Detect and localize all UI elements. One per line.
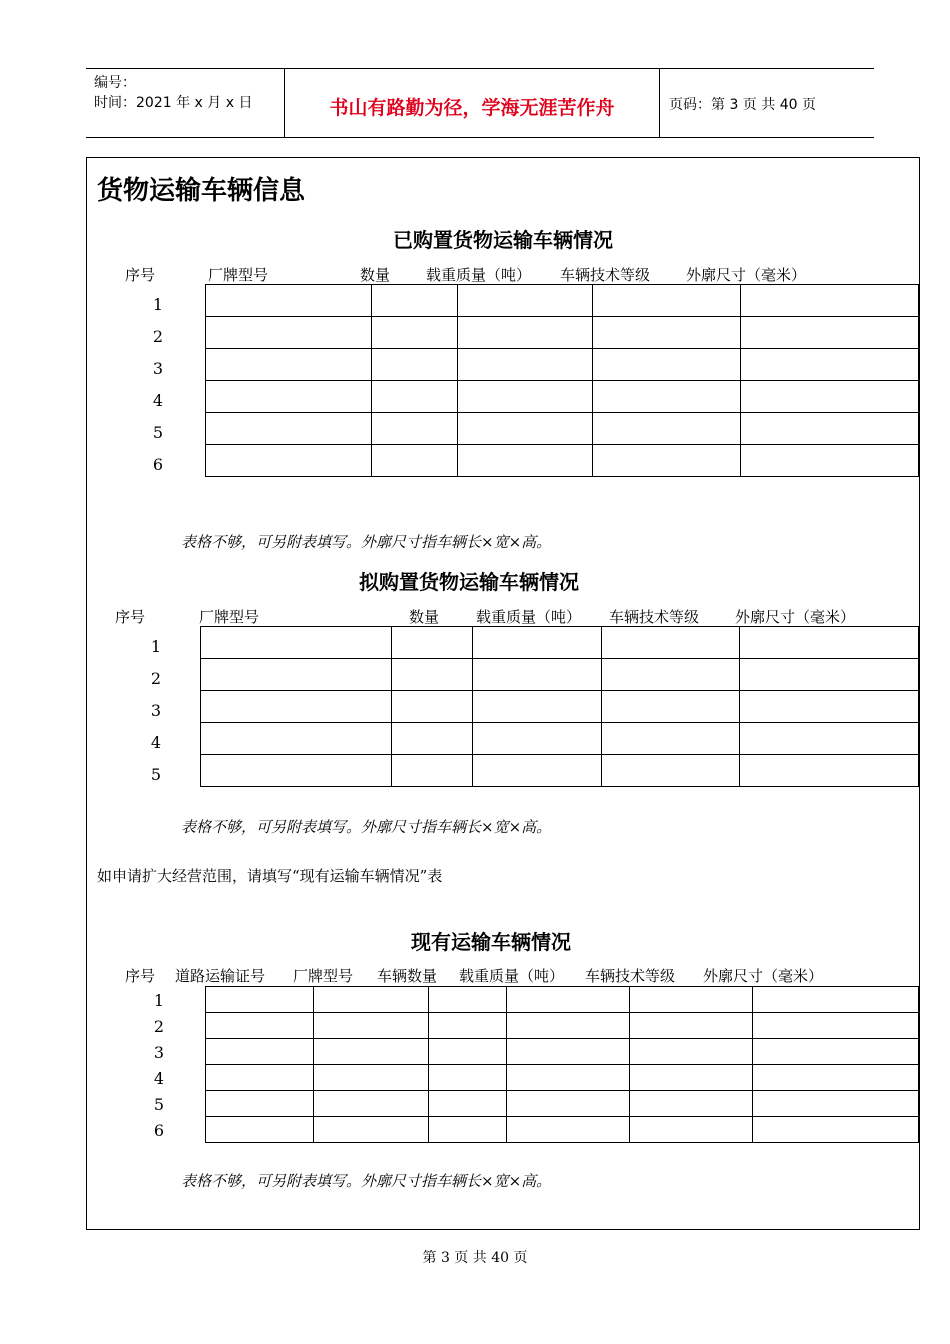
table-row <box>206 1013 919 1039</box>
cell-load[interactable] <box>506 1117 630 1143</box>
document-header <box>86 68 874 138</box>
section-title-planned: 拟购置货物运输车辆情况 <box>359 570 579 594</box>
row-number: 4 <box>153 1069 165 1088</box>
cell-quantity[interactable] <box>371 445 457 477</box>
cell-model[interactable] <box>206 445 372 477</box>
cell-load[interactable] <box>506 1065 630 1091</box>
cell-dimensions[interactable] <box>741 413 919 445</box>
cell-transport-cert[interactable] <box>206 1039 314 1065</box>
col-header-load: 载重质量（吨） <box>459 967 565 985</box>
cell-quantity[interactable] <box>371 349 457 381</box>
header-meta <box>86 69 284 137</box>
col-header-seq: 序号 <box>115 608 146 626</box>
table-row <box>206 1091 919 1117</box>
page-footer: 第 3 页 共 40 页 <box>422 1250 528 1266</box>
cell-vehicle-count[interactable] <box>428 1065 506 1091</box>
cell-dimensions[interactable] <box>753 1091 919 1117</box>
section-title-existing: 现有运输车辆情况 <box>411 930 571 954</box>
cell-dimensions[interactable] <box>753 1065 919 1091</box>
cell-dimensions[interactable] <box>740 723 919 755</box>
row-number: 5 <box>152 423 164 442</box>
cell-tech-grade[interactable] <box>602 755 740 787</box>
cell-dimensions[interactable] <box>740 659 919 691</box>
col-header-load: 载重质量（吨） <box>426 266 532 284</box>
row-number: 2 <box>150 669 162 688</box>
col-header-tech-grade: 车辆技术等级 <box>585 967 676 985</box>
col-header-model: 厂牌型号 <box>293 967 354 985</box>
purchased-vehicles-table <box>205 284 919 477</box>
cell-model[interactable] <box>206 413 372 445</box>
cell-quantity[interactable] <box>371 285 457 317</box>
cell-dimensions[interactable] <box>741 317 919 349</box>
row-number: 5 <box>150 765 162 784</box>
motto: 书山有路勤为径，学海无涯苦作舟 <box>329 97 615 119</box>
col-header-dimensions: 外廓尺寸（毫米） <box>735 608 856 626</box>
time-label: 时间：2021 年 x 月 x 日 <box>94 95 253 111</box>
table-row <box>201 691 919 723</box>
cell-vehicle-count[interactable] <box>428 1117 506 1143</box>
cell-model[interactable] <box>313 987 428 1013</box>
cell-quantity[interactable] <box>391 755 472 787</box>
row-number: 3 <box>152 359 164 378</box>
table-row <box>206 349 919 381</box>
col-header-tech-grade: 车辆技术等级 <box>560 266 651 284</box>
table-row <box>206 285 919 317</box>
cell-vehicle-count[interactable] <box>428 1039 506 1065</box>
cell-dimensions[interactable] <box>753 987 919 1013</box>
table-row <box>206 445 919 477</box>
cell-quantity[interactable] <box>391 691 472 723</box>
cell-quantity[interactable] <box>391 627 472 659</box>
page-title: 货物运输车辆信息 <box>97 176 306 206</box>
table-row <box>206 1039 919 1065</box>
form-frame <box>86 157 920 1230</box>
cell-transport-cert[interactable] <box>206 1091 314 1117</box>
cell-transport-cert[interactable] <box>206 1117 314 1143</box>
col-header-vehicle-count: 车辆数量 <box>377 967 438 985</box>
cell-transport-cert[interactable] <box>206 987 314 1013</box>
cell-dimensions[interactable] <box>741 445 919 477</box>
col-header-dimensions: 外廓尺寸（毫米） <box>686 266 807 284</box>
table-row <box>206 1117 919 1143</box>
cell-dimensions[interactable] <box>740 691 919 723</box>
existing-vehicles-table <box>205 986 919 1143</box>
row-number: 1 <box>150 637 162 656</box>
cell-dimensions[interactable] <box>740 627 919 659</box>
row-number: 1 <box>152 295 164 314</box>
cell-dimensions[interactable] <box>753 1117 919 1143</box>
cell-dimensions[interactable] <box>741 349 919 381</box>
cell-model[interactable] <box>313 1065 428 1091</box>
cell-quantity[interactable] <box>371 381 457 413</box>
col-header-quantity: 数量 <box>409 608 440 626</box>
cell-transport-cert[interactable] <box>206 1013 314 1039</box>
cell-model[interactable] <box>201 627 392 659</box>
cell-tech-grade[interactable] <box>602 723 740 755</box>
cell-tech-grade[interactable] <box>630 1091 753 1117</box>
cell-model[interactable] <box>206 285 372 317</box>
number-label: 编号： <box>94 75 136 91</box>
row-number: 5 <box>153 1095 165 1114</box>
row-number: 6 <box>152 455 164 474</box>
cell-load[interactable] <box>472 723 602 755</box>
row-number: 2 <box>153 1017 165 1036</box>
cell-dimensions[interactable] <box>741 285 919 317</box>
cell-tech-grade[interactable] <box>630 1039 753 1065</box>
cell-model[interactable] <box>201 659 392 691</box>
cell-tech-grade[interactable] <box>630 1013 753 1039</box>
cell-model[interactable] <box>201 723 392 755</box>
table-row <box>206 317 919 349</box>
cell-tech-grade[interactable] <box>593 317 741 349</box>
expand-scope-note: 如申请扩大经营范围，请填写“现有运输车辆情况”表 <box>97 867 443 885</box>
col-header-transport-cert: 道路运输证号 <box>175 967 266 985</box>
cell-tech-grade[interactable] <box>602 659 740 691</box>
row-number: 2 <box>152 327 164 346</box>
cell-tech-grade[interactable] <box>593 285 741 317</box>
cell-load[interactable] <box>506 1013 630 1039</box>
table-row <box>206 413 919 445</box>
table-row <box>201 627 919 659</box>
table-row <box>206 381 919 413</box>
col-header-model: 厂牌型号 <box>208 266 269 284</box>
cell-load[interactable] <box>472 627 602 659</box>
cell-dimensions[interactable] <box>753 1039 919 1065</box>
table-note: 表格不够，可另附表填写。外廓尺寸指车辆长×宽×高。 <box>181 1172 552 1190</box>
cell-tech-grade[interactable] <box>593 413 741 445</box>
row-number: 6 <box>153 1121 165 1140</box>
page-label: 页码：第 3 页 共 40 页 <box>669 97 816 113</box>
cell-tech-grade[interactable] <box>630 1117 753 1143</box>
cell-model[interactable] <box>206 381 372 413</box>
cell-load[interactable] <box>506 987 630 1013</box>
cell-tech-grade[interactable] <box>593 349 741 381</box>
cell-load[interactable] <box>457 413 593 445</box>
table-note: 表格不够，可另附表填写。外廓尺寸指车辆长×宽×高。 <box>181 533 552 551</box>
col-header-seq: 序号 <box>125 266 156 284</box>
cell-model[interactable] <box>206 317 372 349</box>
cell-tech-grade[interactable] <box>602 691 740 723</box>
cell-model[interactable] <box>313 1039 428 1065</box>
cell-tech-grade[interactable] <box>630 1065 753 1091</box>
col-header-model: 厂牌型号 <box>199 608 260 626</box>
cell-load[interactable] <box>472 659 602 691</box>
cell-load[interactable] <box>457 285 593 317</box>
col-header-load: 载重质量（吨） <box>476 608 582 626</box>
cell-tech-grade[interactable] <box>630 987 753 1013</box>
cell-dimensions[interactable] <box>741 381 919 413</box>
cell-quantity[interactable] <box>371 317 457 349</box>
row-number: 1 <box>153 991 165 1010</box>
planned-vehicles-table <box>200 626 919 787</box>
cell-tech-grade[interactable] <box>593 445 741 477</box>
cell-dimensions[interactable] <box>753 1013 919 1039</box>
row-number: 4 <box>152 391 164 410</box>
header-page-cell <box>659 69 874 137</box>
cell-load[interactable] <box>506 1039 630 1065</box>
cell-vehicle-count[interactable] <box>428 987 506 1013</box>
cell-quantity[interactable] <box>391 723 472 755</box>
cell-tech-grade[interactable] <box>602 627 740 659</box>
cell-vehicle-count[interactable] <box>428 1091 506 1117</box>
cell-model[interactable] <box>313 1091 428 1117</box>
cell-quantity[interactable] <box>391 659 472 691</box>
col-header-dimensions: 外廓尺寸（毫米） <box>703 967 824 985</box>
cell-model[interactable] <box>313 1117 428 1143</box>
table-row <box>201 723 919 755</box>
cell-load[interactable] <box>472 691 602 723</box>
cell-model[interactable] <box>313 1013 428 1039</box>
section-title-purchased: 已购置货物运输车辆情况 <box>393 228 613 252</box>
cell-transport-cert[interactable] <box>206 1065 314 1091</box>
col-header-seq: 序号 <box>125 967 156 985</box>
table-row <box>201 755 919 787</box>
cell-tech-grade[interactable] <box>593 381 741 413</box>
header-motto-cell <box>284 69 660 137</box>
col-header-tech-grade: 车辆技术等级 <box>609 608 700 626</box>
table-note: 表格不够，可另附表填写。外廓尺寸指车辆长×宽×高。 <box>181 818 552 836</box>
cell-dimensions[interactable] <box>740 755 919 787</box>
cell-load[interactable] <box>457 381 593 413</box>
table-row <box>206 1065 919 1091</box>
row-number: 3 <box>153 1043 165 1062</box>
cell-model[interactable] <box>201 755 392 787</box>
row-number: 3 <box>150 701 162 720</box>
cell-quantity[interactable] <box>371 413 457 445</box>
table-row <box>201 659 919 691</box>
cell-load[interactable] <box>472 755 602 787</box>
cell-vehicle-count[interactable] <box>428 1013 506 1039</box>
cell-model[interactable] <box>206 349 372 381</box>
col-header-quantity: 数量 <box>360 266 391 284</box>
row-number: 4 <box>150 733 162 752</box>
cell-model[interactable] <box>201 691 392 723</box>
cell-load[interactable] <box>457 317 593 349</box>
cell-load[interactable] <box>506 1091 630 1117</box>
cell-load[interactable] <box>457 445 593 477</box>
cell-load[interactable] <box>457 349 593 381</box>
table-row <box>206 987 919 1013</box>
